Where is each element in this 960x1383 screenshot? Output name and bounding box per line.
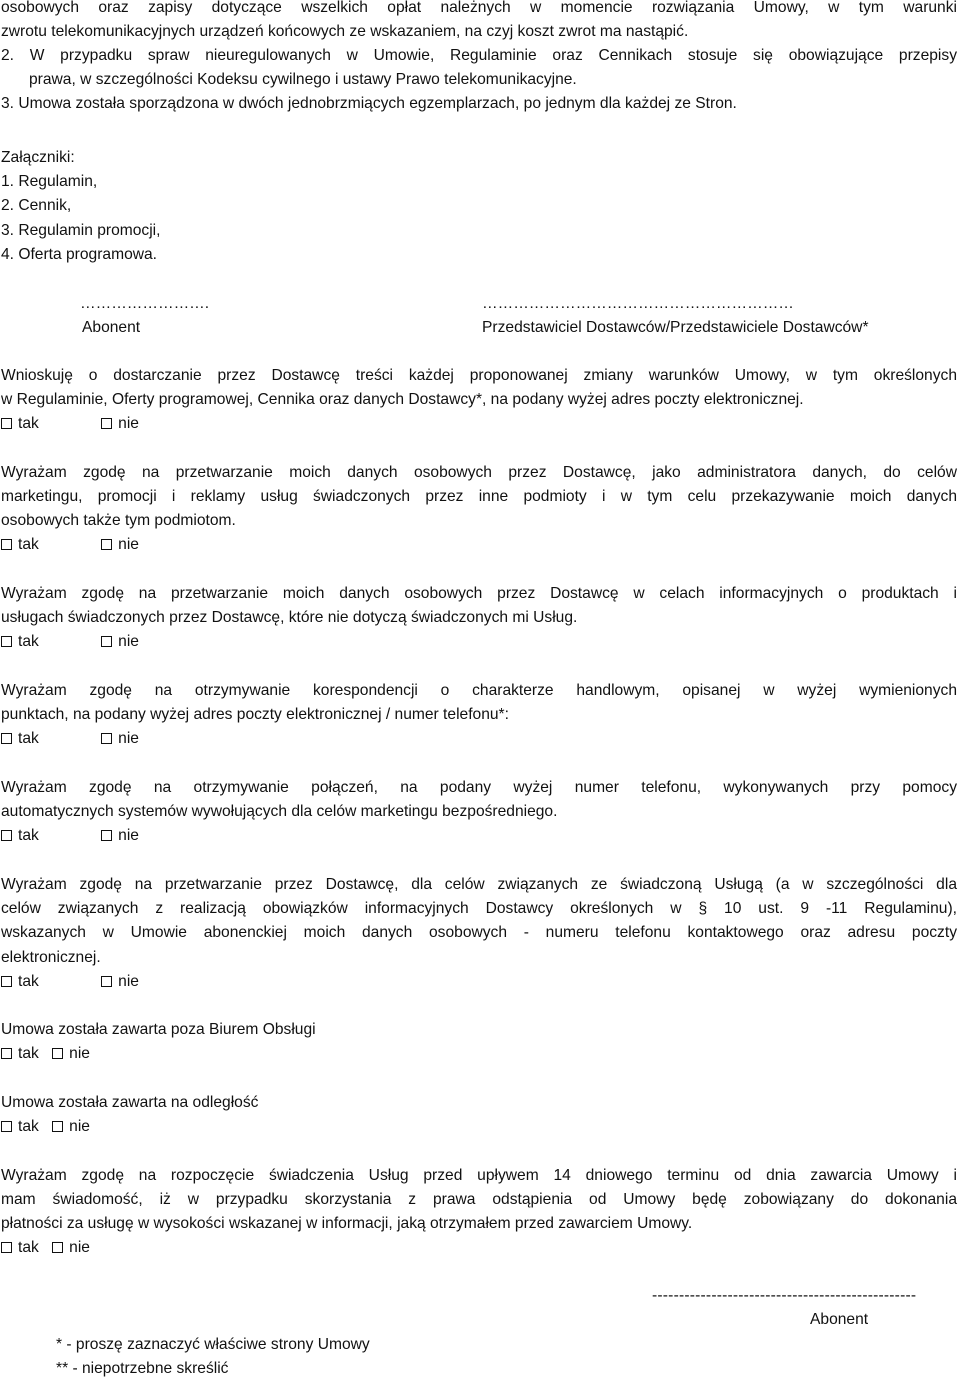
consent-options <box>1 970 139 994</box>
no-checkbox[interactable] <box>101 539 112 550</box>
no-checkbox[interactable] <box>52 1121 63 1132</box>
consent-line: marketingu, promocji i reklamy usług świadczonych przez inne podmioty i w tym celu przekazywanie moich danych <box>1 488 957 506</box>
consent-line: Wyrażam zgodę na przetwarzanie przez Dostawcę, dla celów związanych ze świadczoną Usługą (a w szczególności dla <box>1 876 957 893</box>
clause-line: 2. W przypadku spraw nieuregulowanych w Umowie, Regulaminie oraz Cennikach stosuje się obowiązujące przepisy <box>1 47 957 64</box>
consent-paragraph <box>1 582 957 630</box>
abonent-signature-label: Abonent <box>82 319 141 336</box>
no-checkbox[interactable] <box>101 733 112 744</box>
yes-checkbox[interactable] <box>1 1242 12 1253</box>
consent-paragraph <box>1 1164 957 1237</box>
no-label: nie <box>118 973 139 990</box>
consent-line: w Regulaminie, Oferty programowej, Cennika oraz danych Dostawcy*, na podany wyżej adres poczty elektronicznej. <box>1 391 804 409</box>
consent-line: automatycznych systemów wywołujących dla celów marketingu bezpośredniego. <box>1 803 558 821</box>
footnote: * - proszę zaznaczyć właściwe strony Umowy <box>56 1336 370 1353</box>
yes-label: tak <box>18 730 39 747</box>
yes-label: tak <box>18 536 39 553</box>
consent-line: Wnioskuję o dostarczanie przez Dostawcę treści każdej proponowanej zmiany warunków Umowy, w tym określonych <box>1 367 957 384</box>
consent-line: Wyrażam zgodę na przetwarzanie moich danych osobowych przez Dostawcę, jako administratora danych, do celów <box>1 464 957 481</box>
consent-options <box>1 824 139 848</box>
clause-2 <box>1 44 957 92</box>
intro-line: osobowych oraz zapisy dotyczące wszelkich opłat należnych w momencie rozwiązania Umowy, w tym warunki <box>1 0 957 16</box>
consent-line: Umowa została zawarta poza Biurem Obsługi <box>1 1021 316 1038</box>
yes-label: tak <box>18 1118 39 1135</box>
attachment-item: 3. Regulamin promocji, <box>1 221 161 239</box>
consent-paragraph <box>1 679 957 727</box>
consent-line: Wyrażam zgodę na przetwarzanie moich danych osobowych przez Dostawcę w celach informacyjnych o produktach i <box>1 585 957 602</box>
no-checkbox[interactable] <box>101 418 112 429</box>
yes-label: tak <box>18 633 39 650</box>
provider-signature-label: Przedstawiciel Dostawców/Przedstawiciele Dostawców* <box>482 319 869 336</box>
no-checkbox[interactable] <box>101 976 112 987</box>
consent-line: elektronicznej. <box>1 948 101 966</box>
attachment-item: 2. Cennik, <box>1 197 72 215</box>
yes-checkbox[interactable] <box>1 733 12 744</box>
provider-signature-line: …………………………………………………… <box>482 295 794 312</box>
no-checkbox[interactable] <box>52 1048 63 1059</box>
consent-options <box>1 630 139 654</box>
yes-checkbox[interactable] <box>1 1121 12 1132</box>
consent-line: osobowych także tym podmiotom. <box>1 512 236 530</box>
consent-line: Wyrażam zgodę na rozpoczęcie świadczenia Usług przed upływem 14 dniowego terminu od dnia zawarcia Umowy i <box>1 1167 957 1184</box>
no-label: nie <box>69 1118 90 1135</box>
yes-checkbox[interactable] <box>1 976 12 987</box>
abonent-bottom-signature-label: Abonent <box>810 1311 869 1328</box>
consent-paragraph <box>1 461 957 534</box>
footnote: ** - niepotrzebne skreślić <box>56 1360 229 1377</box>
no-label: nie <box>69 1239 90 1256</box>
consent-paragraph <box>1 1018 957 1042</box>
attachments-list <box>1 146 957 267</box>
consent-line: płatności za usługę w wysokości wskazanej w informacji, jaką otrzymałem przed zawarciem Umowy. <box>1 1215 693 1233</box>
abonent-bottom-signature-line: ------------------------------------------------- <box>652 1287 917 1304</box>
attachments-heading: Załączniki: <box>1 149 75 166</box>
attachment-item: 4. Oferta programowa. <box>1 245 158 263</box>
yes-label: tak <box>18 973 39 990</box>
yes-checkbox[interactable] <box>1 539 12 550</box>
intro-paragraph <box>1 0 957 44</box>
no-label: nie <box>118 633 139 650</box>
abonent-signature-line: ……………………. <box>80 295 210 312</box>
consent-line: Wyrażam zgodę na otrzymywanie korespondencji o charakterze handlowym, opisanej w wyżej wymienionych <box>1 682 957 699</box>
consent-options <box>1 412 139 436</box>
consent-paragraph <box>1 873 957 970</box>
no-label: nie <box>118 415 139 432</box>
no-checkbox[interactable] <box>101 636 112 647</box>
consent-options <box>1 1042 90 1066</box>
consent-options <box>1 1236 90 1260</box>
clause-line: prawa, w szczególności Kodeksu cywilnego i ustawy Prawo telekomunikacyjne. <box>29 71 577 89</box>
consent-options <box>1 533 139 557</box>
yes-checkbox[interactable] <box>1 636 12 647</box>
consent-line: celów związanych z realizacją obowiązków informacyjnych Dostawcy określonych w § 10 ust. 9 -11 Regulaminu), <box>1 900 957 918</box>
yes-checkbox[interactable] <box>1 830 12 841</box>
yes-label: tak <box>18 1045 39 1062</box>
clause-3 <box>1 92 957 116</box>
consent-line: wskazanych w Umowie abonenckiej moich danych osobowych - numeru telefonu kontaktowego oraz adresu poczty <box>1 924 957 942</box>
no-label: nie <box>118 827 139 844</box>
yes-label: tak <box>18 1239 39 1256</box>
consent-paragraph <box>1 364 957 412</box>
no-checkbox[interactable] <box>52 1242 63 1253</box>
consent-paragraph <box>1 776 957 824</box>
consent-line: mam świadomość, iż w przypadku skorzystania z prawa odstąpienia od Umowy będę zobowiązany do dokonania <box>1 1191 957 1209</box>
consent-options <box>1 727 139 751</box>
consent-paragraph <box>1 1091 957 1115</box>
consent-line: Umowa została zawarta na odległość <box>1 1094 259 1111</box>
attachment-item: 1. Regulamin, <box>1 173 98 191</box>
yes-checkbox[interactable] <box>1 1048 12 1059</box>
consent-line: Wyrażam zgodę na otrzymywanie połączeń, na podany wyżej numer telefonu, wykonywanych przy pomocy <box>1 779 957 796</box>
consent-line: usługach świadczonych przez Dostawcę, które nie dotyczą świadczonych mi Usług. <box>1 609 578 627</box>
intro-line: zwrotu telekomunikacyjnych urządzeń końcowych ze wskazaniem, na czyj koszt zwrot ma nastąpić. <box>1 23 689 41</box>
no-checkbox[interactable] <box>101 830 112 841</box>
no-label: nie <box>118 730 139 747</box>
yes-label: tak <box>18 827 39 844</box>
clause-line: 3. Umowa została sporządzona w dwóch jednobrzmiących egzemplarzach, po jednym dla każdej ze Stron. <box>1 95 737 112</box>
no-label: nie <box>118 536 139 553</box>
consent-line: punktach, na podany wyżej adres poczty elektronicznej / numer telefonu*: <box>1 706 509 724</box>
no-label: nie <box>69 1045 90 1062</box>
yes-label: tak <box>18 415 39 432</box>
consent-options <box>1 1115 90 1139</box>
yes-checkbox[interactable] <box>1 418 12 429</box>
